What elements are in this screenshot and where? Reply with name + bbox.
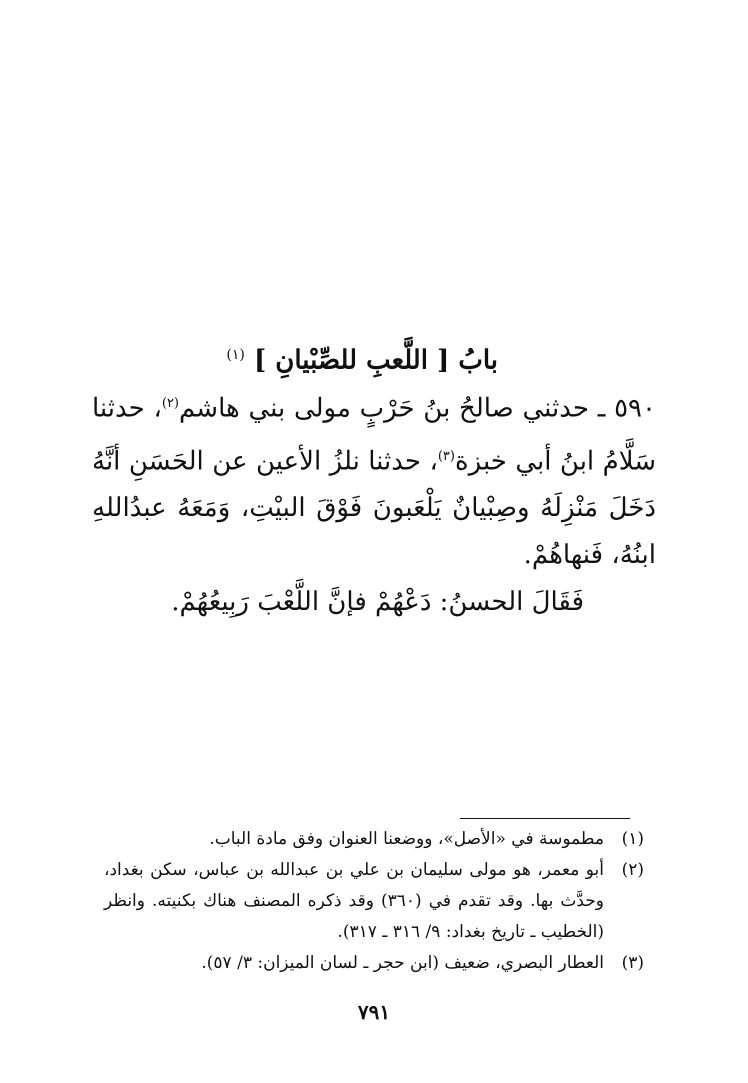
hadith-saying: فَقَالَ الحسنُ: دَعْهُمْ فإنَّ اللَّعْبَ رَبِيعُهُمْ. xyxy=(171,587,584,618)
footnote-separator xyxy=(460,818,630,819)
hadith-text xyxy=(92,380,656,626)
footnote-ref-3: (٣) xyxy=(437,448,455,464)
footnotes xyxy=(104,824,644,979)
footnote-2 xyxy=(104,855,644,948)
footnote-1 xyxy=(104,824,644,855)
hadith-narration-end: ، حدثنا نلزُ الأعين عن الحَسَنِ أنَّهُ دَخَلَ مَنْزِلَهُ وصِبْيانٌ يَلْعَبونَ فَوْقَ البيْتِ، وَمَعَهُ عبدُاللهِ ابنُهُ، فَنهاهُمْ. xyxy=(92,446,656,571)
hadith-narration-start: ٥٩٠ ـ حدثني صالحُ بنُ حَرْبٍ مولى بني هاشم xyxy=(179,393,656,424)
chapter-title: بابُ [ اللَّعبِ للصِّبْيانِ ] xyxy=(253,345,498,376)
footnote-ref-2: (٢) xyxy=(161,396,179,411)
hadith-narration-middle: ، حدثنا سَلَّامُ ابنُ أبي خبزة xyxy=(92,393,657,477)
footnote-text: العطار البصري، ضعيف (ابن حجر ـ لسان الميزان: ٣/ ٥٧). xyxy=(201,953,604,973)
heading-footnote-ref: (١) xyxy=(226,347,245,363)
footnote-text: أبو معمر، هو مولى سليمان بن علي بن عبدالله بن عباس، سكن بغداد، وحدَّث بها. وقد تقدم في (٣٦٠) وقد ذكره المصنف هناك بكنيته. وانظر (الخطيب ـ تاريخ بغداد: ٩/ ٣١٦ ـ ٣١٧). xyxy=(104,860,604,942)
footnote-number: (٢) xyxy=(621,860,644,880)
footnote-text: مطموسة في «الأصل»، ووضعنا العنوان وفق مادة الباب. xyxy=(209,829,604,849)
footnote-3 xyxy=(104,948,644,979)
hadith-paragraph xyxy=(92,380,656,579)
footnote-number: (٣) xyxy=(621,953,644,973)
footnote-number: (١) xyxy=(621,829,644,849)
chapter-heading xyxy=(200,335,498,381)
page-number: ٧٩١ xyxy=(357,1000,391,1024)
